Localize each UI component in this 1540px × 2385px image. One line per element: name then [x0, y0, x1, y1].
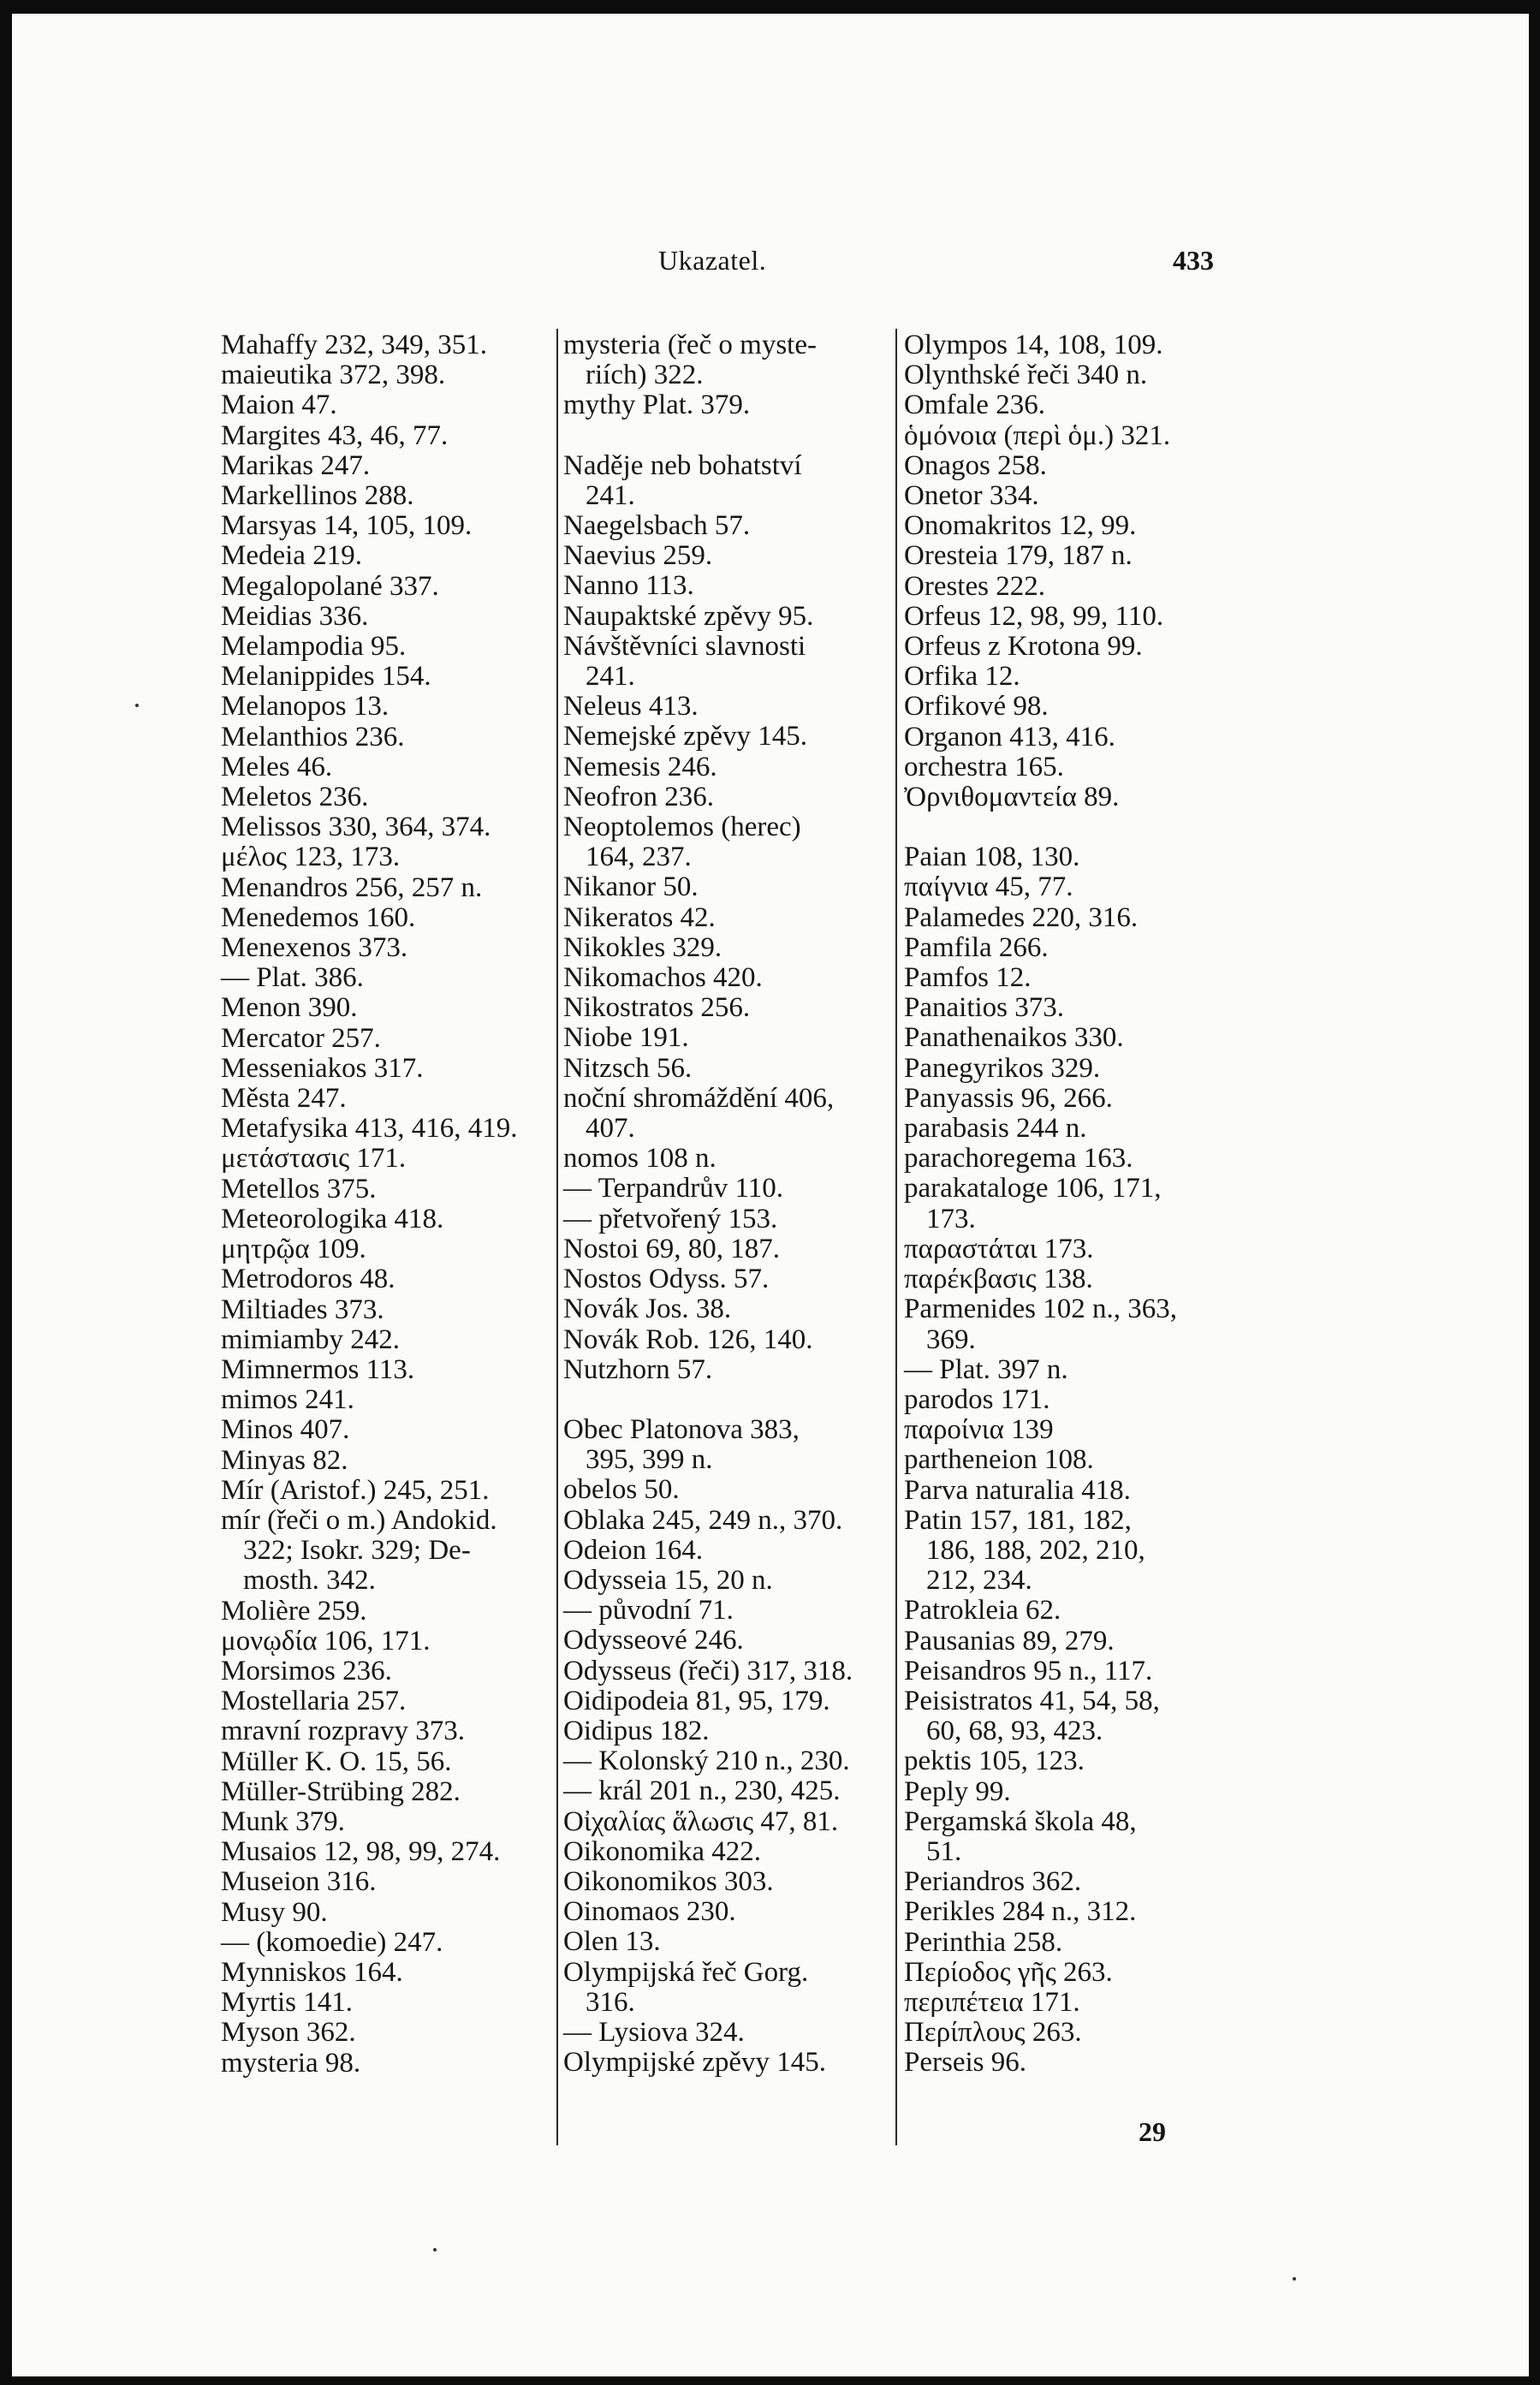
- index-entry: Ὀρνιθομαντεία 89.: [904, 782, 1120, 813]
- index-entry: 241.: [586, 661, 635, 693]
- index-entry: Odeion 164.: [563, 1534, 704, 1566]
- letter-section-gap: [563, 421, 911, 451]
- index-entry: Metellos 375.: [221, 1173, 377, 1204]
- index-entry: Olen 13.: [563, 1926, 661, 1958]
- index-entry: Nikokles 329.: [563, 931, 722, 963]
- index-entry: Onagos 258.: [904, 449, 1047, 481]
- index-entry: Maion 47.: [221, 390, 337, 421]
- index-entry: noční shromáždění 406,: [563, 1082, 835, 1114]
- index-entry: Parva naturalia 418.: [904, 1474, 1131, 1506]
- running-title: Ukazatel.: [658, 245, 767, 276]
- index-entry: παροίνια 139: [904, 1414, 1054, 1446]
- index-entry: μητρῷα 109.: [221, 1234, 366, 1265]
- index-entry: Mercator 257.: [221, 1022, 381, 1054]
- index-entry: Müller K. O. 15, 56.: [221, 1746, 452, 1777]
- index-entry: — původní 71.: [563, 1595, 734, 1627]
- letter-section-gap: [904, 812, 1255, 842]
- index-entry: Οἰχαλίας ἅλωσις 47, 81.: [563, 1805, 839, 1837]
- index-entry: Oidipus 182.: [563, 1715, 710, 1746]
- index-entry: Niobe 191.: [563, 1022, 689, 1054]
- index-entry: Oresteia 179, 187 n.: [904, 540, 1133, 572]
- index-entry: Molière 259.: [221, 1595, 367, 1627]
- index-entry: Obec Platonova 383,: [563, 1413, 800, 1445]
- index-entry: 369.: [926, 1323, 976, 1355]
- index-entry: Musaios 12, 98, 99, 274.: [221, 1836, 501, 1868]
- index-entry: Mimnermos 113.: [221, 1353, 415, 1385]
- index-entry: Neleus 413.: [563, 691, 699, 723]
- index-entry: Metafysika 413, 416, 419.: [221, 1113, 518, 1145]
- index-entry: Patrokleia 62.: [904, 1595, 1061, 1627]
- index-entry: 241.: [586, 479, 635, 511]
- index-entry: Pergamská škola 48,: [904, 1805, 1137, 1837]
- index-entry: 212, 234.: [926, 1565, 1032, 1597]
- index-entry: Naupaktské zpěvy 95.: [563, 600, 814, 632]
- index-entry: Menexenos 373.: [221, 932, 408, 964]
- index-entry: Nemejské zpěvy 145.: [563, 721, 807, 752]
- index-entry: Naegelsbach 57.: [563, 510, 751, 542]
- index-entry: pektis 105, 123.: [904, 1746, 1085, 1777]
- index-entry: mosth. 342.: [243, 1565, 376, 1597]
- index-entry: 173.: [926, 1203, 976, 1234]
- index-entry: Melissos 330, 364, 374.: [221, 812, 491, 843]
- index-entry: Návštěvníci slavnosti: [563, 630, 806, 662]
- index-entry: Nostoi 69, 80, 187.: [563, 1233, 781, 1264]
- index-entry: partheneion 108.: [904, 1444, 1094, 1476]
- index-entry: Oidipodeia 81, 95, 179.: [563, 1685, 830, 1716]
- index-entry: mimiamby 242.: [221, 1323, 400, 1355]
- index-entry: Palamedes 220, 316.: [904, 901, 1139, 933]
- index-entry: 322; Isokr. 329; De-: [243, 1535, 471, 1567]
- index-entry: Novák Jos. 38.: [563, 1294, 732, 1325]
- index-entry: — Plat. 397 n.: [904, 1353, 1068, 1385]
- index-entry: mimos 241.: [221, 1384, 354, 1416]
- index-entry: Omfale 236.: [904, 390, 1045, 421]
- index-entry: Paian 108, 130.: [904, 842, 1080, 873]
- index-entry: — Terpandrův 110.: [563, 1173, 784, 1204]
- index-entry: Περίπλους 263.: [904, 2017, 1082, 2049]
- index-entry: Menandros 256, 257 n.: [221, 871, 483, 903]
- index-entry: Nemesis 246.: [563, 751, 717, 782]
- index-entry: Nutzhorn 57.: [563, 1353, 713, 1385]
- index-entry: Metrodoros 48.: [221, 1264, 395, 1295]
- index-entry: ὁμόνοια (περὶ ὁμ.) 321.: [904, 419, 1171, 451]
- index-entry: Pausanias 89, 279.: [904, 1625, 1115, 1656]
- index-entry: Margites 43, 46, 77.: [221, 419, 449, 451]
- index-entry: Nikanor 50.: [563, 871, 699, 903]
- signature-mark: 29: [1139, 2116, 1166, 2147]
- index-entry: mír (řeči o m.) Andokid.: [221, 1504, 497, 1536]
- index-entry: Marikas 247.: [221, 449, 371, 481]
- index-entry: Odysseia 15, 20 n.: [563, 1564, 773, 1596]
- book-page: [12, 14, 1529, 2376]
- index-entry: Messeniakos 317.: [221, 1052, 424, 1084]
- index-entry: Nostos Odyss. 57.: [563, 1264, 770, 1295]
- index-entry: — král 201 n., 230, 425.: [563, 1775, 841, 1807]
- index-entry: Olympijské zpěvy 145.: [563, 2047, 827, 2079]
- index-entry: Meles 46.: [221, 751, 333, 782]
- index-entry: περιπέτεια 171.: [904, 1986, 1080, 2018]
- index-entry: Marsyas 14, 105, 109.: [221, 510, 473, 542]
- index-entry: Panaitios 373.: [904, 992, 1064, 1024]
- index-entry: Myson 362.: [221, 2017, 356, 2049]
- index-entry: — Kolonský 210 n., 230.: [563, 1746, 850, 1777]
- paper-speck: [135, 704, 139, 707]
- index-entry: παρέκβασις 138.: [904, 1264, 1093, 1295]
- index-entry: Města 247.: [221, 1083, 347, 1115]
- index-column-n-o: [563, 330, 911, 2078]
- index-entry: Panyassis 96, 266.: [904, 1082, 1113, 1114]
- index-entry: 395, 399 n.: [586, 1444, 713, 1476]
- index-entry: Neoptolemos (herec): [563, 812, 801, 843]
- index-entry: Melanthios 236.: [221, 721, 405, 752]
- index-entry: Naevius 259.: [563, 540, 713, 572]
- index-entry: 51.: [926, 1835, 962, 1867]
- index-entry: parabasis 244 n.: [904, 1113, 1087, 1145]
- index-entry: 316.: [586, 1986, 635, 2018]
- index-entry: Parmenides 102 n., 363,: [904, 1294, 1177, 1325]
- index-entry: nomos 108 n.: [563, 1143, 716, 1175]
- index-entry: Menedemos 160.: [221, 901, 416, 933]
- index-entry: Peisandros 95 n., 117.: [904, 1655, 1153, 1686]
- index-entry: 186, 188, 202, 210,: [926, 1534, 1145, 1566]
- index-entry: Morsimos 236.: [221, 1655, 392, 1686]
- index-entry: Olympos 14, 108, 109.: [904, 330, 1163, 360]
- index-entry: Περίοδος γῆς 263.: [904, 1956, 1113, 1988]
- index-entry: Menon 390.: [221, 992, 358, 1024]
- index-entry: Minyas 82.: [221, 1444, 348, 1476]
- index-entry: μονῳδία 106, 171.: [221, 1625, 431, 1656]
- index-entry: Patin 157, 181, 182,: [904, 1504, 1132, 1536]
- index-entry: Naděje neb bohatství: [563, 449, 802, 481]
- index-entry: Odysseus (řeči) 317, 318.: [563, 1655, 853, 1686]
- index-entry: obelos 50.: [563, 1474, 680, 1506]
- index-entry: Myrtis 141.: [221, 1987, 354, 2019]
- index-entry: Perinthia 258.: [904, 1926, 1063, 1958]
- index-entry: Nanno 113.: [563, 570, 694, 602]
- index-entry: mysteria 98.: [221, 2047, 361, 2079]
- index-entry: Orfeus z Krotona 99.: [904, 631, 1143, 663]
- index-entry: — Plat. 386.: [221, 962, 364, 994]
- index-entry: 407.: [586, 1113, 635, 1145]
- index-entry: Neofron 236.: [563, 781, 714, 812]
- index-entry: parakataloge 106, 171,: [904, 1173, 1162, 1204]
- index-entry: μετάστασις 171.: [221, 1143, 407, 1175]
- index-entry: Odysseové 246.: [563, 1625, 744, 1656]
- index-column-o-p: [904, 330, 1255, 2079]
- index-entry: Oinomaos 230.: [563, 1896, 736, 1928]
- index-entry: Minos 407.: [221, 1414, 350, 1446]
- index-entry: Oblaka 245, 249 n., 370.: [563, 1504, 843, 1536]
- index-entry: Onetor 334.: [904, 480, 1039, 512]
- index-entry: Munk 379.: [221, 1805, 345, 1837]
- index-entry: 164, 237.: [586, 842, 692, 873]
- index-entry: Müller-Strübing 282.: [221, 1775, 461, 1807]
- index-entry: Nitzsch 56.: [563, 1052, 693, 1084]
- index-entry: Nikostratos 256.: [563, 992, 751, 1024]
- index-entry: parachoregema 163.: [904, 1143, 1133, 1175]
- index-entry: Panegyrikos 329.: [904, 1052, 1101, 1084]
- index-entry: παίγνια 45, 77.: [904, 871, 1073, 903]
- index-entry: Panathenaikos 330.: [904, 1022, 1124, 1054]
- index-entry: παραστάται 173.: [904, 1233, 1094, 1264]
- index-entry: Meteorologika 418.: [221, 1203, 444, 1234]
- index-entry: mysteria (řeč o myste-: [563, 330, 817, 360]
- index-entry: orchestra 165.: [904, 751, 1064, 782]
- index-entry: parodos 171.: [904, 1383, 1050, 1415]
- index-entry: Melampodia 95.: [221, 631, 407, 663]
- index-entry: Orfeus 12, 98, 99, 110.: [904, 600, 1164, 632]
- index-entry: Pamfila 266.: [904, 931, 1049, 963]
- index-entry: — Lysiova 324.: [563, 2016, 745, 2048]
- index-entry: Olympijská řeč Gorg.: [563, 1956, 809, 1988]
- index-entry: Olynthské řeči 340 n.: [904, 360, 1148, 391]
- index-entry: Meidias 336.: [221, 600, 369, 632]
- index-entry: μέλος 123, 173.: [221, 842, 401, 873]
- index-entry: Mostellaria 257.: [221, 1686, 407, 1717]
- index-entry: Orestes 222.: [904, 570, 1045, 602]
- index-entry: Mahaffy 232, 349, 351.: [221, 330, 488, 360]
- page-number: 433: [1173, 245, 1214, 276]
- index-entry: Orfikové 98.: [904, 691, 1049, 723]
- index-entry: mravní rozpravy 373.: [221, 1716, 465, 1747]
- index-entry: Perikles 284 n., 312.: [904, 1896, 1137, 1928]
- index-entry: Megalopolané 337.: [221, 570, 439, 602]
- index-entry: Melanopos 13.: [221, 691, 389, 723]
- index-entry: Nikeratos 42.: [563, 901, 716, 933]
- index-entry: Mynniskos 164.: [221, 1956, 403, 1988]
- index-entry: Oikonomika 422.: [563, 1835, 761, 1867]
- index-entry: mythy Plat. 379.: [563, 390, 751, 421]
- index-entry: Orfika 12.: [904, 661, 1020, 693]
- index-entry: Peisistratos 41, 54, 58,: [904, 1685, 1160, 1716]
- index-entry: 60, 68, 93, 423.: [926, 1716, 1103, 1747]
- index-column-m: [221, 330, 563, 2079]
- index-entry: Periandros 362.: [904, 1866, 1082, 1898]
- index-entry: Perseis 96.: [904, 2047, 1026, 2079]
- index-entry: Pamfos 12.: [904, 962, 1032, 994]
- index-entry: Organon 413, 416.: [904, 721, 1115, 752]
- index-entry: Musy 90.: [221, 1896, 328, 1928]
- index-entry: Mír (Aristof.) 245, 251.: [221, 1474, 490, 1506]
- index-entry: Nikomachos 420.: [563, 962, 763, 994]
- index-entry: — přetvořený 153.: [563, 1203, 778, 1234]
- index-entry: Novák Rob. 126, 140.: [563, 1323, 813, 1355]
- index-entry: riích) 322.: [586, 360, 704, 391]
- index-entry: Melanippides 154.: [221, 661, 431, 693]
- paper-speck: [1293, 2277, 1296, 2281]
- index-entry: Oikonomikos 303.: [563, 1865, 774, 1897]
- index-entry: Onomakritos 12, 99.: [904, 510, 1137, 542]
- letter-section-gap: [563, 1385, 911, 1415]
- page-header: [12, 245, 1529, 296]
- index-entry: Meletos 236.: [221, 782, 369, 813]
- index-entry: — (komoedie) 247.: [221, 1926, 443, 1958]
- index-entry: maieutika 372, 398.: [221, 360, 446, 391]
- index-entry: Markellinos 288.: [221, 480, 414, 512]
- index-entry: Miltiades 373.: [221, 1294, 384, 1325]
- index-entry: Peply 99.: [904, 1775, 1011, 1807]
- index-entry: Museion 316.: [221, 1866, 377, 1898]
- index-entry: Medeia 219.: [221, 540, 362, 572]
- paper-speck: [433, 2248, 437, 2251]
